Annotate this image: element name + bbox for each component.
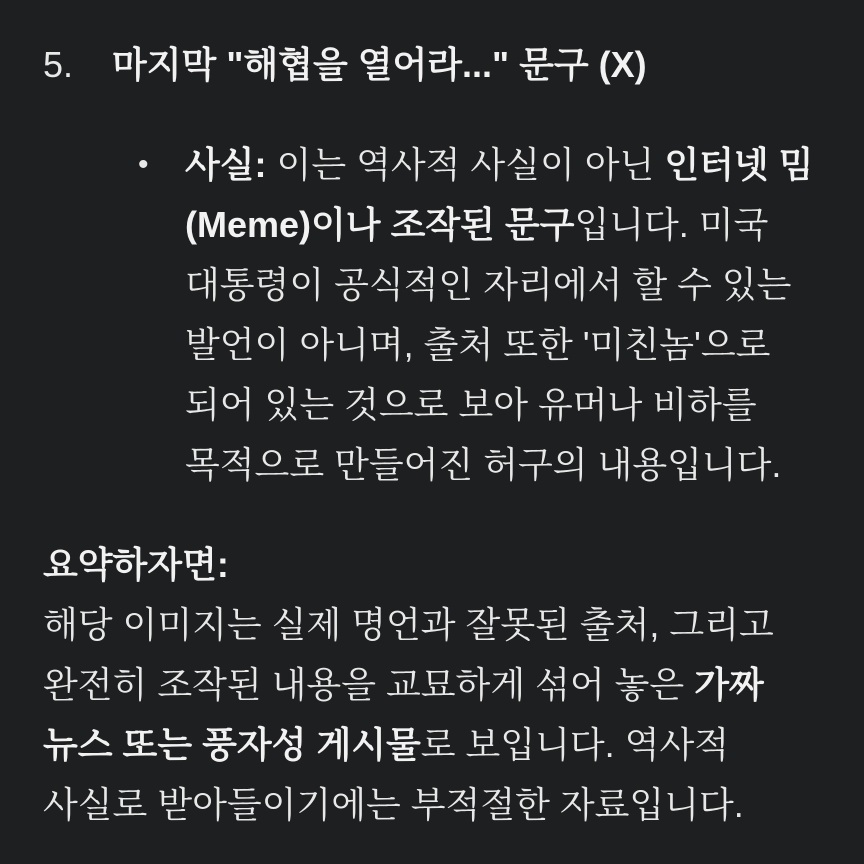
text-segment: 로 보입니다. 역사적 사실로 받아들이기에는 부적절한 자료입니다. <box>43 724 744 825</box>
list-number: 5. <box>43 44 74 85</box>
text-segment: 이는 역사적 사실이 아닌 <box>266 144 665 185</box>
text-segment: 인터넷 밈(Meme)이나 조작된 문구 <box>185 144 814 245</box>
text-segment: 입니다. 미국 대통령이 공식적인 자리에서 할 수 있는 발언이 아니며, 출처 또한 '미친놈'으로 되어 있는 것으로 보아 유머나 비하를 목적으로 만들어진 허구의 내용입니다. <box>185 204 792 485</box>
list-item-title: 마지막 "해협을 열어라..." 문구 (X) <box>112 44 647 85</box>
bullet-list-item <box>0 135 864 495</box>
summary-section <box>0 535 864 835</box>
bullet-text <box>185 135 816 495</box>
summary-heading: 요약하자면: <box>43 544 229 585</box>
text-segment: 가짜 뉴스 또는 풍자성 게시물 <box>43 664 764 765</box>
summary-text <box>43 604 774 825</box>
bullet-icon: • <box>138 148 149 181</box>
numbered-list-item <box>0 35 864 95</box>
text-segment: 사실: <box>185 144 267 185</box>
text-segment: 해당 이미지는 실제 명언과 잘못된 출처, 그리고 완전히 조작된 내용을 교묘하게 섞어 놓은 <box>43 604 774 705</box>
